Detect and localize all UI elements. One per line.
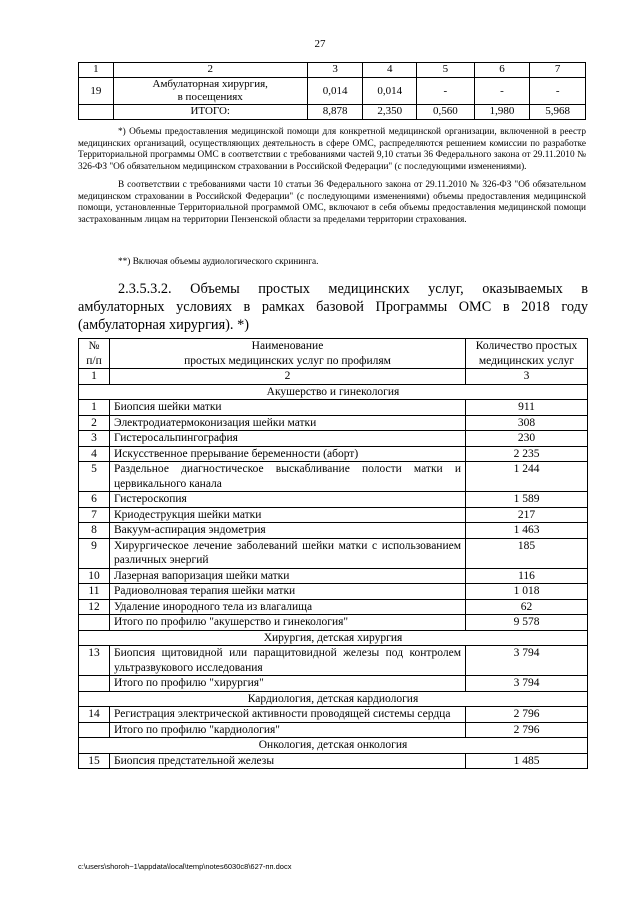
section-title: Хирургия, детская хирургия [79,630,588,646]
col-num: 1 [79,369,110,385]
table-row [79,431,588,447]
section-row [79,738,588,754]
row-number: 2 [79,415,110,431]
total-label: ИТОГО: [113,105,307,120]
cell: 2,350 [363,105,417,120]
row-number: 6 [79,492,110,508]
section-row [79,630,588,646]
table-row [79,538,588,568]
col-num: 2 [110,369,466,385]
service-name: Радиоволновая терапия шейки матки [110,584,466,600]
table-body [79,384,588,769]
header-qty [466,339,588,369]
service-name: Биопсия щитовидной или паращитовидной железы под контролем ультразвукового исследования [110,646,466,676]
row-name-line: Амбулаторная хирургия, [152,78,268,90]
service-name: Гистероскопия [110,492,466,508]
row-number [79,615,110,631]
service-name: Гистеросальпингография [110,431,466,447]
table-row [79,753,588,769]
total-count: 2 796 [466,722,588,738]
table-row [79,646,588,676]
row-number: 5 [79,462,110,492]
col-num: 2 [113,63,307,78]
col-num: 3 [307,63,363,78]
total-row [79,105,586,120]
header-line: Наименование [251,340,324,352]
table-row [79,446,588,462]
service-count: 116 [466,568,588,584]
cell: 5,968 [530,105,586,120]
total-label: Итого по профилю "кардиология" [110,722,466,738]
section-title: Кардиология, детская кардиология [79,691,588,707]
cell: 8,878 [307,105,363,120]
service-count: 62 [466,599,588,615]
cell [79,105,114,120]
header-num [79,339,110,369]
service-name: Электродиатермоконизация шейки матки [110,415,466,431]
row-name [113,78,307,105]
page-number: 27 [314,38,326,50]
table-row [79,415,588,431]
header-line: № [88,340,100,352]
footnote-2: В соответствии с требованиями части 10 статьи 36 Федерального закона от 29.11.2010 № 326-ФЗ "Об обязательном медицинском страховании в Российской Федерации" (с последующими изменениями) объемы предоставления медицинской помощи, установленные Территориальной программой ОМС, включают в себя объемы предоставления медицинской помощи застрахованным лицам на территории Пензенской области за пределами территории страхования. [78,180,586,225]
table-row [79,523,588,539]
row-number [79,676,110,692]
service-count: 1 485 [466,753,588,769]
cell: 1,980 [474,105,530,120]
row-number: 9 [79,538,110,568]
table-row [79,599,588,615]
row-number: 1 [79,400,110,416]
service-name: Вакуум-аспирация эндометрия [110,523,466,539]
service-name: Криодеструкция шейки матки [110,507,466,523]
table-row [79,507,588,523]
row-number: 4 [79,446,110,462]
header-line: простых медицинских услуг по профилям [184,354,391,367]
section-row [79,384,588,400]
table-row [79,584,588,600]
total-label: Итого по профилю "акушерство и гинекология" [110,615,466,631]
section-row [79,691,588,707]
cell: - [474,78,530,105]
footnote-1: *) Объемы предоставления медицинской помощи для конкретной медицинской организации, включенной в реестр медицинских организаций, осуществляющих деятельность в сфере ОМС, распределяются решением комиссии по разработке Территориальной программы ОМС в соответствии с требованиями частей 9,10 статьи 36 Федерального закона от 29.11.2010 № 326-ФЗ "Об обязательном медицинском страховании в Российской Федерации" (с последующими изменениями). [78,127,586,172]
service-count: 1 244 [466,462,588,492]
service-count: 911 [466,400,588,416]
row-number: 19 [79,78,114,105]
service-count: 308 [466,415,588,431]
total-count: 3 794 [466,676,588,692]
total-row [79,676,588,692]
row-number: 3 [79,431,110,447]
cell: 0,014 [307,78,363,105]
section-title: Акушерство и гинекология [79,384,588,400]
column-numbers-row [79,63,586,78]
column-numbers-row [79,369,588,385]
total-count: 9 578 [466,615,588,631]
total-label: Итого по профилю "хирургия" [110,676,466,692]
service-count: 1 018 [466,584,588,600]
service-name: Лазерная вапоризация шейки матки [110,568,466,584]
section-heading: 2.3.5.3.2. Объемы простых медицинских услуг, оказываемых в амбулаторных условиях в рамках базовой Программы ОМС в 2018 году (амбулаторная хирургия). *) [78,281,588,333]
service-name: Регистрация электрической активности проводящей системы сердца [110,707,466,723]
row-number [79,722,110,738]
table-header-row [79,339,588,369]
row-number: 14 [79,707,110,723]
table-row [79,707,588,723]
service-name: Хирургическое лечение заболеваний шейки матки с использованием различных энергий [110,538,466,568]
col-num: 6 [474,63,530,78]
service-count: 3 794 [466,646,588,676]
footnote-3: **) Включая объемы аудиологического скрининга. [118,257,319,267]
service-name: Удаление инородного тела из влагалища [110,599,466,615]
service-count: 217 [466,507,588,523]
col-num: 1 [79,63,114,78]
service-name: Раздельное диагностическое выскабливание полости матки и цервикального канала [110,462,466,492]
row-number: 13 [79,646,110,676]
cell: - [416,78,474,105]
col-num: 4 [363,63,417,78]
service-count: 185 [466,538,588,568]
row-number: 8 [79,523,110,539]
header-line: п/п [86,354,102,367]
row-number: 11 [79,584,110,600]
row-number: 15 [79,753,110,769]
cell: - [530,78,586,105]
service-name: Биопсия шейки матки [110,400,466,416]
service-count: 2 235 [466,446,588,462]
col-num: 3 [466,369,588,385]
cell: 0,560 [416,105,474,120]
table-row [79,492,588,508]
footer-file-path: c:\users\shoroh~1\appdata\local\temp\notes6030c8\627-пп.docx [78,862,292,871]
cell: 0,014 [363,78,417,105]
header-line: медицинских услуг [478,354,575,367]
col-num: 5 [416,63,474,78]
table-row [79,400,588,416]
volumes-table-continuation [78,62,586,120]
section-title: Онкология, детская онкология [79,738,588,754]
table-row [79,462,588,492]
service-name: Биопсия предстательной железы [110,753,466,769]
col-num: 7 [530,63,586,78]
row-name-line: в посещениях [177,91,243,103]
service-count: 1 463 [466,523,588,539]
total-row [79,615,588,631]
row-number: 10 [79,568,110,584]
row-number: 12 [79,599,110,615]
header-name [110,339,466,369]
service-count: 2 796 [466,707,588,723]
service-count: 230 [466,431,588,447]
total-row [79,722,588,738]
row-number: 7 [79,507,110,523]
header-line: Количество простых [475,340,578,352]
table-row [79,568,588,584]
table-row [79,78,586,105]
services-table [78,338,588,769]
service-count: 1 589 [466,492,588,508]
service-name: Искусственное прерывание беременности (аборт) [110,446,466,462]
